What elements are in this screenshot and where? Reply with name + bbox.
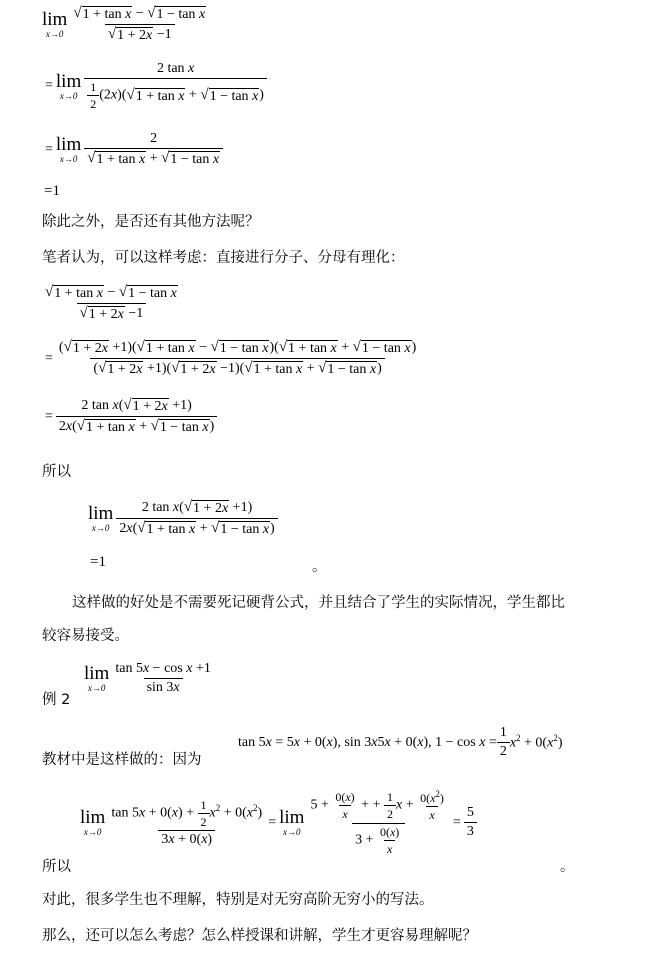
paragraph-4a: 这样做的好处是不需要死记硬背公式，并且结合了学生的实际情况，学生都比 [72,595,565,611]
paragraph-5: 教材中是这样做的：因为 [42,752,202,768]
example-2-label: 例 2 [42,692,71,708]
eq-one-1: =1 [44,183,60,199]
formula-line-5: = ( √ 1 + 2x +1)( √ 1 + tan x − √ 1 − tan x )( √ 1 + tan x + √ 1 − tan x ) ( √ 1 + 2x +1)( √ 1 + 2x −1)( √ 1 + tan x + √ 1 − tan x ) [45,339,417,377]
paragraph-4b: 较容易接受。 [42,628,129,644]
paragraph-2: 笔者认为，可以这样考虑：直接进行分子、分母有理化： [42,250,405,266]
formula-line-1 [42,6,209,43]
fraction: √ 1 + tan x − √ 1 − tan x √ 1 + 2x −1 [73,5,206,43]
formula-line-4: √ 1 + tan x − √ 1 − tan x √ 1 + 2x −1 [45,284,177,322]
formula-line-7: lim x→0 2 tan x( √ 1 + 2x +1) 2x( √ 1 + tan x + √ 1 − tan x ) [88,500,278,537]
lim-operator: lim x→0 [42,9,68,39]
period-2: 。 [560,859,575,875]
paragraph-3: 所以 [42,464,71,480]
formula-because: tan 5x = 5x + 0(x), sin 3x5x + 0(x), 1 − cos x = $\frac{1}{2}$ $x^2 + 0(x^2)$ [238,725,563,759]
paragraph-8: 那么，还可以怎么考虑？怎么样授课和讲解，学生才更容易理解呢？ [42,928,477,944]
period-1: 。 [312,559,327,575]
formula-line-6: = 2 tan x( √ 1 + 2x +1) 2x( √ 1 + tan x + √ 1 − tan x ) [42,398,217,435]
formula-line-2: = lim x→0 2 tan x $\frac{1}{2}$ (2x)( √ 1 + tan x + √ 1 − tan x ) [42,62,267,110]
formula-line-3: = lim x→0 2 √ 1 + tan x + √ 1 − tan x [42,132,223,167]
formula-ex2: lim x→0 $\frac{\text{tan 5x − cos x +1}}{\sin 3x}$ [84,661,211,695]
formula-line-8: lim x→0 tan 5x + 0(x) + $\frac{1}{2}$ $x^2 + 0(x^2)$ 3x + 0(x) = lim x→0 5 + $\frac{0(x)}{x}$ + + $\frac{1}{2}$ x + $\frac{0(x^2)}{x}$ 3 + $\frac{0(x)}{x}$ = $\frac{5}{3}$ [80,790,477,855]
eq-one-2: =1 [90,554,106,570]
paragraph-7: 对此，很多学生也不理解，特别是对无穷高阶无穷小的写法。 [42,892,434,908]
paragraph-1: 除此之外，是否还有其他方法呢？ [42,214,260,230]
paragraph-6: 所以 [42,859,71,875]
